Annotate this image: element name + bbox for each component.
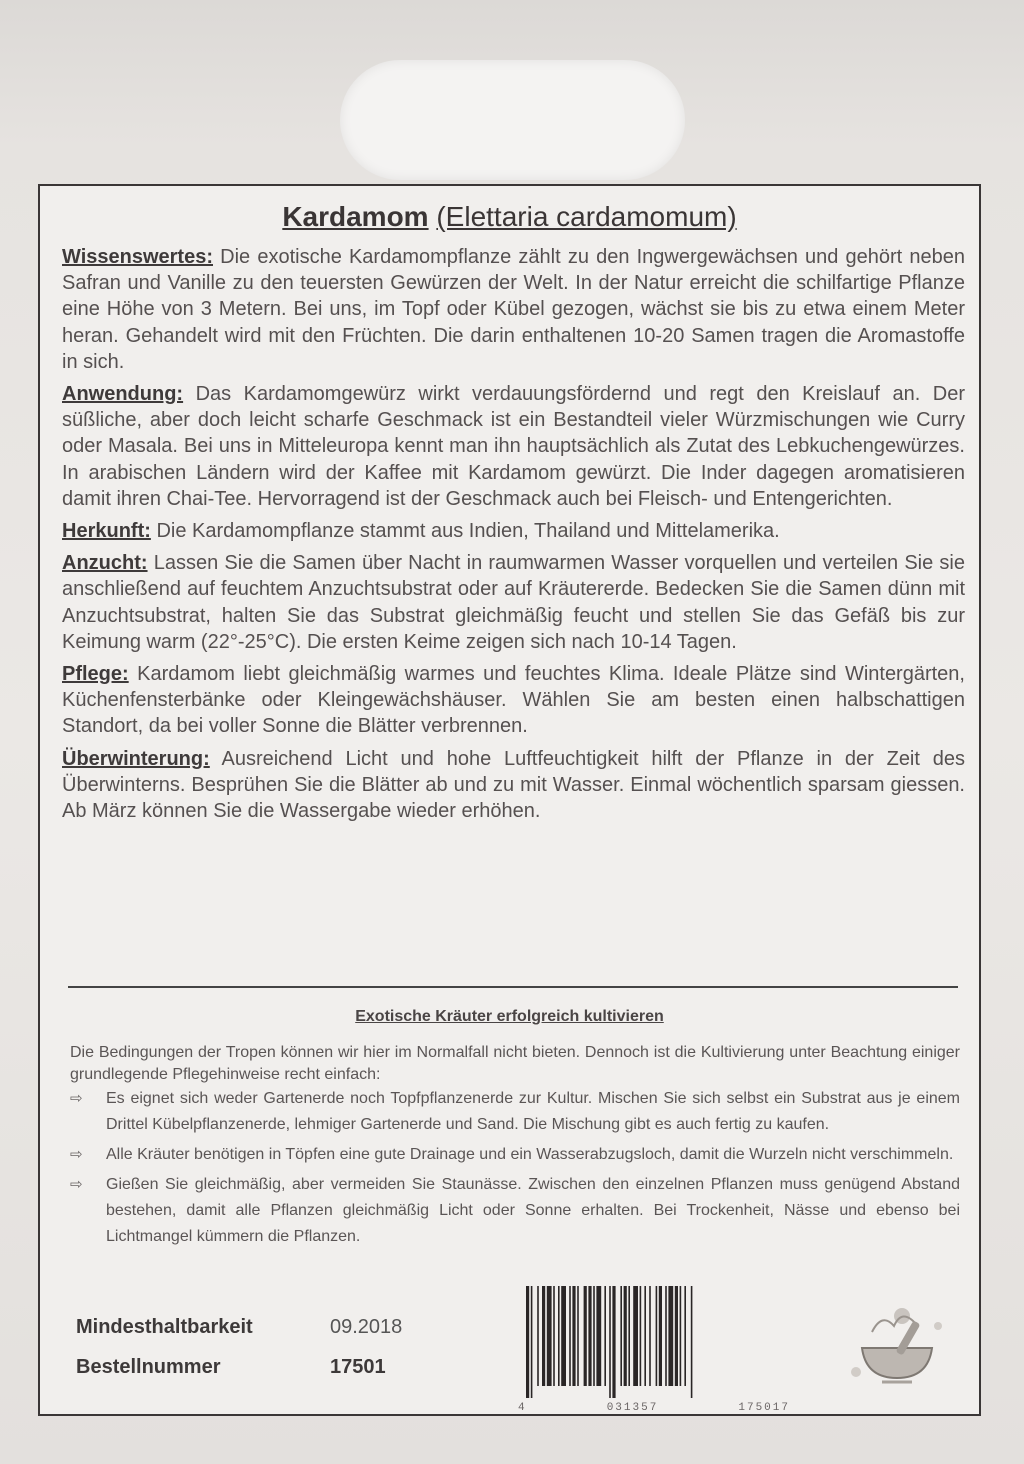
- paragraph-anzucht: [62, 550, 965, 655]
- description-body: [62, 244, 965, 830]
- paragraph-heading: Anwendung:: [62, 383, 184, 406]
- order-number-label: Bestellnummer: [76, 1356, 221, 1378]
- paragraph-heading: Überwinterung:: [62, 747, 210, 770]
- info-label: [38, 184, 981, 1416]
- barcode-bar: [656, 1286, 658, 1386]
- barcode-bar: [675, 1286, 678, 1386]
- barcode-bar: [680, 1286, 682, 1386]
- barcode-bar: [584, 1286, 587, 1386]
- barcode-bar: [624, 1286, 627, 1386]
- barcode-digit-group: 175017: [738, 1402, 790, 1414]
- barcode-bar: [684, 1286, 686, 1386]
- barcode-bar: [628, 1286, 630, 1386]
- paragraph-text: Die exotische Kardamompflanze zählt zu den Ingwergewächsen und gehört neben Safran und Vanille zu den teuersten Gewürzen der Welt. In der Natur erreicht die schilfartige Pflanze eine Höhe von 3 Metern. Bei uns, im Topf oder Kübel gezogen, wächst sie bis zu etwa einem Meter heran. Gehandelt wird mit den Früchten. Die darin enthaltenen 10-20 Samen tragen die Aromastoffe in sich.: [62, 246, 965, 373]
- paragraph-heading: Herkunft:: [62, 520, 151, 543]
- tip-text: Es eignet sich weder Gartenerde noch Topfpflanzenerde zur Kultur. Mischen Sie sich selbst ein Substrat aus je einem Drittel Kübelpflanzenerde, lehmiger Gartenerde und Sand. Die Mischung gibt es auch fertig zu kaufen.: [106, 1090, 960, 1133]
- barcode-bar: [640, 1286, 642, 1386]
- barcode-bar: [588, 1286, 591, 1386]
- barcode-bar: [572, 1286, 575, 1386]
- paragraph-heading: Anzucht:: [62, 552, 148, 575]
- list-item: [70, 1142, 960, 1168]
- barcode-digits: [518, 1402, 790, 1414]
- paragraph-text: Kardamom liebt gleichmäßig warmes und feuchtes Klima. Ideale Plätze sind Wintergärten, Küchenfensterbänke oder Kleingewächshäuser. Wählen Sie am besten einen halbschattigen Standort, da bei voller Sonne die Blätter verbrennen.: [62, 663, 965, 738]
- plant-name: Kardamom: [282, 201, 429, 232]
- order-number-value: 17501: [330, 1356, 386, 1378]
- barcode-bar: [596, 1286, 601, 1386]
- arrow-right-icon: ⇨: [70, 1176, 83, 1193]
- barcode-bar: [561, 1286, 566, 1386]
- barcode-bar: [668, 1286, 673, 1386]
- list-item: [70, 1172, 960, 1250]
- herb-mortar-logo-icon: [842, 1302, 952, 1394]
- page-title: [40, 200, 979, 234]
- paragraph-text: Ausreichend Licht und hohe Luftfeuchtigkeit hilft der Pflanze in der Zeit des Überwinterns. Besprühen Sie die Blätter ab und zu mit Wasser. Einmal wöchentlich sparsam giessen. Ab März können Sie die Wassergabe wieder erhöhen.: [62, 747, 965, 823]
- section-title: Exotische Kräuter erfolgreich kultivieren: [355, 1008, 664, 1025]
- barcode-bar: [531, 1286, 533, 1398]
- barcode-bar: [593, 1286, 595, 1386]
- paragraph-heading: Pflege:: [62, 663, 129, 686]
- barcode-bar: [537, 1286, 539, 1386]
- paragraph-herkunft: [62, 518, 965, 544]
- paragraph-text: Lassen Sie die Samen über Nacht in raumwarmen Wasser vorquellen und verteilen Sie sie anschließend auf feuchtem Anzuchtsubstrat oder auf Kräutererde. Bedecken Sie die Samen dünn mit Anzuchtsubstrat, halten Sie das Substrat gleichmäßig feucht und stellen Sie das Gefäß bis zur Keimung warm (22°-25°C). Die ersten Keime zeigen sich nach 10-14 Tagen.: [62, 552, 965, 653]
- paragraph-wissenswertes: [62, 244, 965, 375]
- barcode: [518, 1286, 790, 1414]
- barcode-bars-icon: [518, 1286, 790, 1398]
- barcode-bar: [620, 1286, 622, 1386]
- tip-text: Alle Kräuter benötigen in Töpfen eine gute Drainage und ein Wasserabzugsloch, damit die Wurzeln nicht verschimmeln.: [106, 1146, 954, 1163]
- barcode-bar: [612, 1286, 615, 1398]
- care-tips-list: [70, 1086, 960, 1254]
- list-item: [70, 1086, 960, 1138]
- arrow-right-icon: ⇨: [70, 1090, 83, 1107]
- barcode-bar: [633, 1286, 638, 1386]
- arrow-right-icon: ⇨: [70, 1146, 83, 1163]
- best-before-label: Mindesthaltbarkeit: [76, 1316, 253, 1338]
- paragraph-text: Das Kardamomgewürz wirkt verdauungsfördernd und regt den Kreislauf an. Der süßliche, aber doch leicht scharfe Geschmack ist ein Bestandteil vieler Würzmischungen wie Curry oder Masala. Bei uns in Mitteleuropa kennt man ihn hauptsächlich als Zutat des Lebkuchengewürzes. In arabischen Ländern wird der Kaffee mit Kardamom gewürzt. Die Inder dagegen aromatisieren damit ihren Chai-Tee. Hervorragend ist der Geschmack auch bei Fleisch- und Entengerichten.: [62, 383, 965, 510]
- paragraph-ueberwinterung: [62, 746, 965, 825]
- section-divider: [68, 986, 958, 988]
- paragraph-heading: Wissenswertes:: [62, 246, 213, 268]
- barcode-bar: [553, 1286, 555, 1386]
- plant-latin-name: (Elettaria cardamomum): [436, 201, 737, 232]
- barcode-bar: [558, 1286, 560, 1386]
- barcode-bar: [526, 1286, 529, 1398]
- section-intro: Die Bedingungen der Tropen können wir hier im Normalfall nicht bieten. Dennoch ist die Kultivierung unter Beachtung einiger grundlegende Pflegehinweise recht einfach:: [70, 1044, 960, 1083]
- barcode-bar: [604, 1286, 606, 1386]
- paragraph-pflege: [62, 661, 965, 740]
- barcode-bar: [547, 1286, 552, 1386]
- barcode-bar: [649, 1286, 651, 1386]
- paragraph-text: Die Kardamompflanze stammt aus Indien, Thailand und Mittelamerika.: [150, 520, 780, 543]
- paragraph-anwendung: [62, 381, 965, 512]
- barcode-bar: [569, 1286, 571, 1386]
- hang-hole: [340, 60, 685, 180]
- barcode-bar: [542, 1286, 545, 1386]
- barcode-digit-group: 031357: [606, 1402, 659, 1414]
- barcode-bar: [665, 1286, 667, 1386]
- barcode-bar: [659, 1286, 662, 1386]
- barcode-digit-group: 4: [518, 1402, 527, 1414]
- barcode-bar: [577, 1286, 579, 1386]
- tip-text: Gießen Sie gleichmäßig, aber vermeiden Sie Staunässe. Zwischen den einzelnen Pflanzen muss genügend Abstand bestehen, damit alle Pflanzen gleichmäßig Licht oder Sonne erhalten. Bei Trockenheit, Nässe und ebenso bei Lichtmangel kümmern die Pflanzen.: [106, 1176, 960, 1245]
- barcode-bar: [691, 1286, 693, 1398]
- barcode-bar: [609, 1286, 611, 1398]
- best-before-value: 09.2018: [330, 1316, 403, 1338]
- barcode-bar: [644, 1286, 646, 1386]
